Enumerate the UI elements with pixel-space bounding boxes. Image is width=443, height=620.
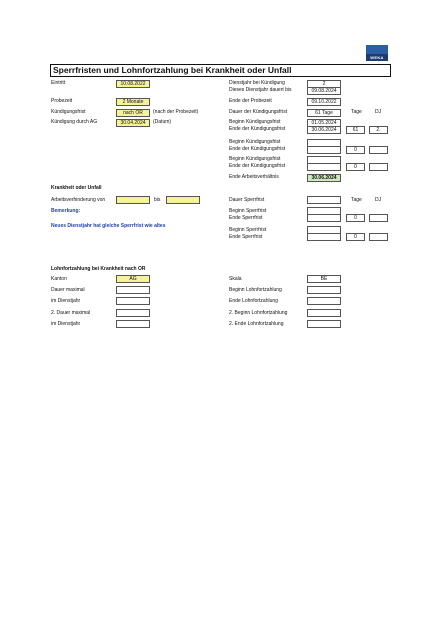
- beginn-kfrist-value: 01.05.2024: [307, 119, 341, 127]
- ende-sperrfrist1-value: [307, 214, 341, 222]
- ende-arbeitsverhaeltnis-value: 30.06.2024: [307, 174, 341, 182]
- ende-kfrist2-tage: 0: [346, 146, 365, 154]
- ende-lohn2-value: [307, 320, 341, 328]
- im-dienstjahr-value: [116, 297, 150, 305]
- ende-kfrist2-value: [307, 146, 341, 154]
- ende-kfrist3-value: [307, 163, 341, 171]
- kuendigungsfrist-select[interactable]: nach OR: [116, 109, 150, 117]
- dienstjahr-value: 2: [307, 80, 341, 88]
- beginn-lohn2-value: [307, 309, 341, 317]
- dauer-sperrfrist-label: Dauer Sperrfrist: [229, 197, 265, 203]
- ende-kfrist3-label: Ende der Kündigungsfrist: [229, 163, 286, 169]
- ende-kfrist-tage: 61: [346, 126, 365, 134]
- ende-kfrist2-dj: [369, 146, 388, 154]
- ende-arbeitsverhaeltnis-label: Ende Arbeitsverhältnis: [229, 174, 279, 180]
- ende-probezeit-label: Ende der Probezeit: [229, 98, 272, 104]
- neues-dienstjahr-note: Neues Dienstjahr hat gleiche Sperrfrist wie altes: [51, 223, 166, 229]
- ende-lohn-label: Ende Lohnfortzahlung: [229, 298, 278, 304]
- dauer-max2-label: 2. Dauer maximal: [51, 310, 91, 316]
- kuendigung-ag-label: Kündigung durch AG: [51, 119, 98, 125]
- beginn-lohn2-label: 2. Beginn Lohnfortzahlung: [229, 310, 288, 316]
- beginn-sperrfrist2-label: Beginn Sperrfrist: [229, 227, 267, 233]
- beginn-kfrist2-label: Beginn Kündigungsfrist: [229, 139, 281, 145]
- page-title: Sperrfristen und Lohnfortzahlung bei Krankheit oder Unfall: [50, 64, 391, 77]
- lohn-heading: Lohnfortzahlung bei Krankheit nach OR: [51, 266, 146, 272]
- sperr-dj-header: DJ: [375, 197, 382, 203]
- kuendigung-ag-input[interactable]: 30.04.2024: [116, 119, 150, 127]
- ende-kfrist-dj: 2.: [369, 126, 388, 134]
- ende-kfrist-value: 30.06.2024: [307, 126, 341, 134]
- beginn-sperrfrist1-label: Beginn Sperrfrist: [229, 208, 267, 214]
- dauer-kfrist-value: 61 Tage: [307, 109, 341, 117]
- kuendigungsfrist-label: Kündigungsfrist: [51, 109, 86, 115]
- skala-label: Skala: [229, 276, 242, 282]
- dauer-sperrfrist-value: [307, 196, 341, 204]
- dj-header: DJ: [375, 109, 382, 115]
- ende-lohn-value: [307, 297, 341, 305]
- logo-accent-bar: [366, 45, 388, 54]
- sperr1-dj: [369, 214, 388, 222]
- beginn-kfrist-label: Beginn Kündigungsfrist: [229, 119, 281, 125]
- dauer-kfrist-label: Dauer der Kündigungsfrist: [229, 109, 288, 115]
- im-dienstjahr2-label: im Dienstjahr: [51, 321, 81, 327]
- sperr2-tage: 0: [346, 233, 365, 241]
- dauer-max2-value: [116, 309, 150, 317]
- dauer-max-label: Dauer maximal: [51, 287, 85, 293]
- sperr1-tage: 0: [346, 214, 365, 222]
- dienstjahr-label: Dienstjahr bei Kündigung: [229, 80, 285, 86]
- beginn-lohn-value: [307, 286, 341, 294]
- kuendigung-ag-note: (Datum): [153, 119, 172, 125]
- probezeit-label: Probezeit: [51, 98, 73, 104]
- verhinderung-bis-input[interactable]: [166, 196, 200, 204]
- im-dienstjahr2-value: [116, 320, 150, 328]
- ende-sperrfrist1-label: Ende Sperrfrist: [229, 215, 263, 221]
- sperr2-dj: [369, 233, 388, 241]
- dauer-max-value: [116, 286, 150, 294]
- tage-header: Tage: [351, 109, 362, 115]
- krankheit-heading: Krankheit oder Unfall: [51, 185, 102, 191]
- ende-kfrist-label: Ende der Kündigungsfrist: [229, 126, 286, 132]
- im-dienstjahr-label: im Dienstjahr: [51, 298, 81, 304]
- beginn-kfrist3-label: Beginn Kündigungsfrist: [229, 156, 281, 162]
- ende-kfrist2-label: Ende der Kündigungsfrist: [229, 146, 286, 152]
- verhinderung-label: Arbeitsverhinderung von: [51, 197, 106, 203]
- weka-logo: [366, 45, 388, 61]
- bis-label: bis: [154, 197, 161, 203]
- ende-kfrist3-tage: 0: [346, 163, 365, 171]
- verhinderung-von-input[interactable]: [116, 196, 150, 204]
- kanton-select[interactable]: AG: [116, 275, 150, 283]
- ende-probezeit-value: 09.10.2022: [307, 98, 341, 106]
- ende-sperrfrist2-label: Ende Sperrfrist: [229, 234, 263, 240]
- kanton-label: Kanton: [51, 276, 67, 282]
- logo-text: WEKA: [370, 55, 384, 60]
- sperr-tage-header: Tage: [351, 197, 362, 203]
- dauert-bis-value: 09.08.2024: [307, 87, 341, 95]
- eintritt-input[interactable]: 10.08.2022: [116, 80, 150, 88]
- ende-sperrfrist2-value: [307, 233, 341, 241]
- eintritt-label: Eintritt: [51, 80, 66, 86]
- skala-value: BE: [307, 275, 341, 283]
- ende-kfrist3-dj: [369, 163, 388, 171]
- ende-lohn2-label: 2. Ende Lohnfortzahlung: [229, 321, 284, 327]
- bemerkung-label: Bemerkung:: [51, 208, 81, 214]
- kuendigungsfrist-note: (nach der Probezeit): [153, 109, 199, 115]
- dauert-bis-label: Dieses Dienstjahr dauert bis: [229, 87, 292, 93]
- beginn-lohn-label: Beginn Lohnfortzahlung: [229, 287, 282, 293]
- probezeit-select[interactable]: 2 Monate: [116, 98, 150, 106]
